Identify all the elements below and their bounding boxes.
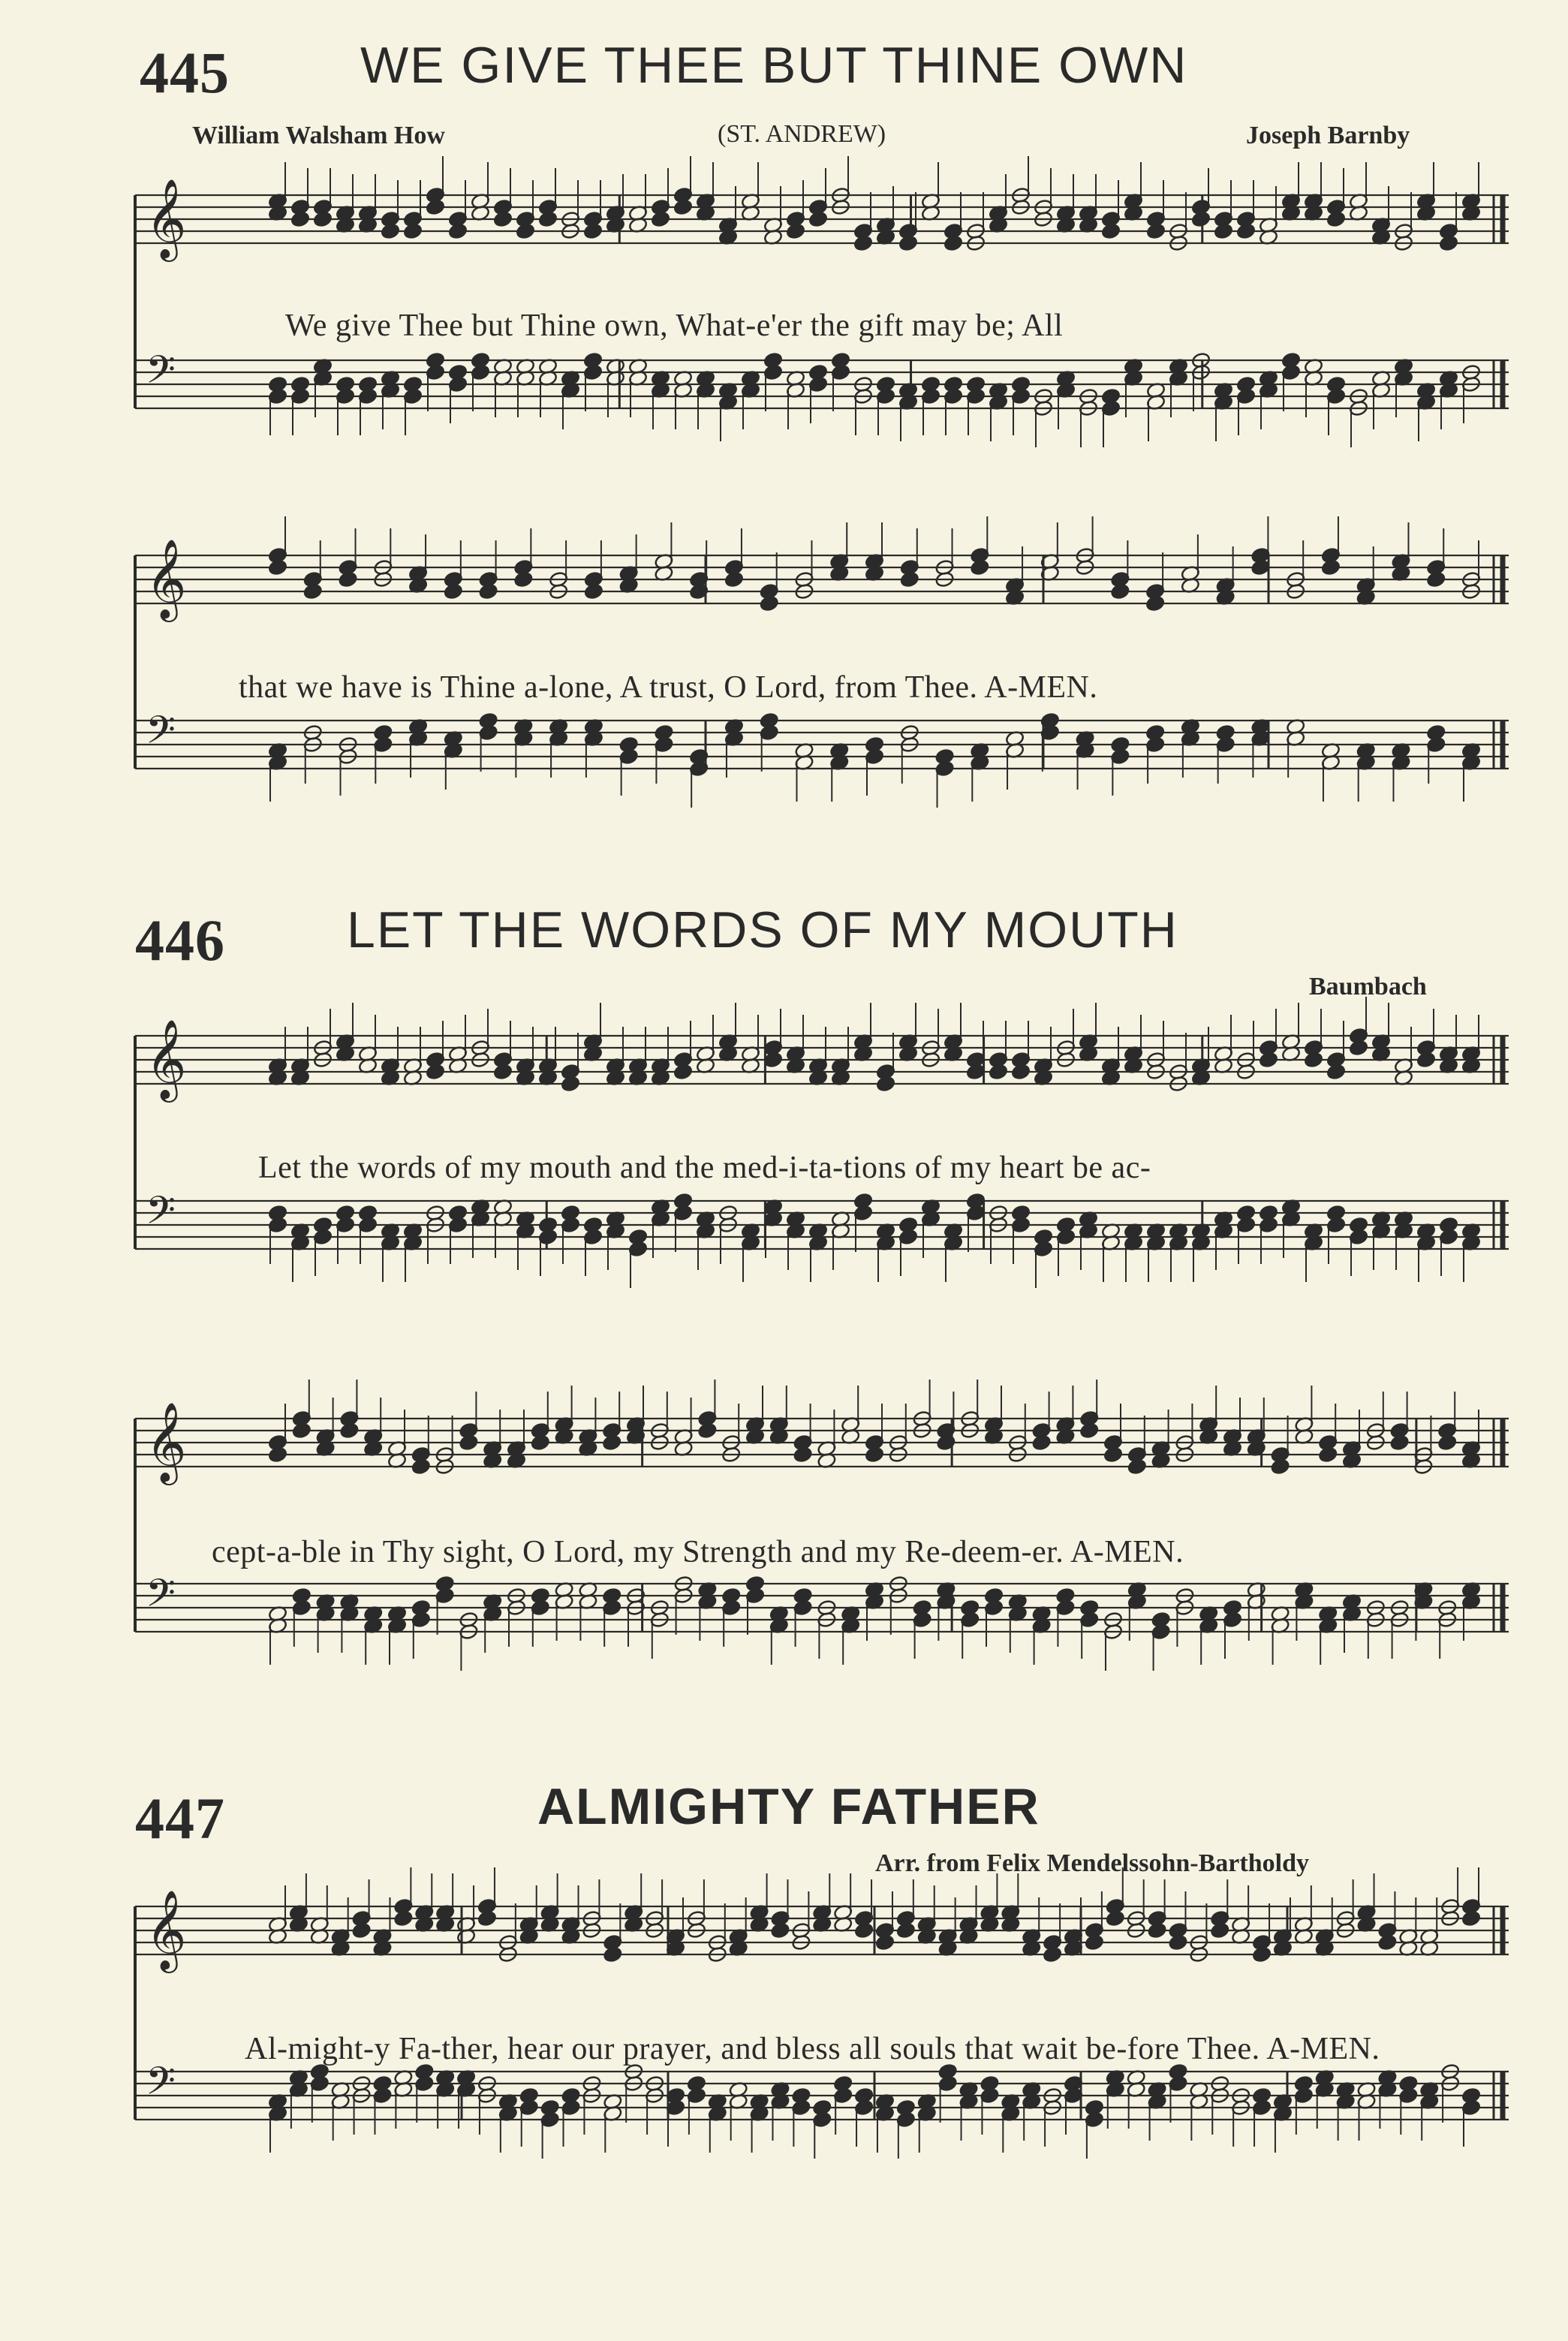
note-head — [1079, 1422, 1099, 1440]
lyric-line: cept-a-ble in Thy sight, O Lord, my Strength and my Re-deem-er. A-MEN. — [212, 1535, 1184, 1569]
note-head — [603, 1946, 622, 1963]
note-head — [793, 1446, 813, 1464]
note-head — [290, 211, 310, 228]
bass-clef: 𝄢 — [146, 2058, 176, 2113]
words-credit: William Walsham How — [192, 122, 445, 149]
note-head — [1416, 1052, 1436, 1069]
note-head — [944, 235, 963, 252]
note-head — [538, 211, 558, 228]
lyric-line: Al-might-y Fa-ther, hear our prayer, and bless all souls that wait be-fore Thee. A-MEN. — [245, 2032, 1380, 2066]
lyric-line: that we have is Thine a-lone, A trust, O Lord, from Thee. A-MEN. — [239, 670, 1098, 705]
bass-clef: 𝄢 — [146, 1187, 176, 1242]
hymn-title: LET THE WORDS OF MY MOUTH — [347, 901, 1178, 958]
note-head — [1426, 571, 1446, 588]
note-head — [1106, 1910, 1125, 1927]
note-head — [477, 1910, 497, 1927]
note-head — [1168, 1934, 1187, 1951]
lyric-line: Let the words of my mouth and the med-i-ta-tions of my heart be ac- — [258, 1151, 1151, 1185]
note-head — [444, 583, 463, 600]
note-head — [970, 559, 989, 576]
hymn-title: WE GIVE THEE BUT THINE OWN — [360, 37, 1188, 94]
note-head — [1032, 1434, 1052, 1452]
music-credit: Baumbach — [1309, 973, 1427, 1000]
note-head — [673, 1064, 693, 1081]
note-head — [459, 1434, 478, 1452]
note-head — [865, 1446, 884, 1464]
note-head — [1437, 1434, 1457, 1452]
bass-clef: 𝄢 — [146, 1570, 176, 1625]
note-head — [853, 235, 873, 252]
treble-clef: 𝄞 — [146, 178, 187, 258]
note-head — [1259, 1052, 1278, 1069]
note-head — [1210, 1922, 1229, 1939]
note-head — [393, 1910, 413, 1927]
note-head — [493, 1064, 513, 1081]
note-head — [876, 1076, 895, 1093]
note-head — [1127, 1458, 1147, 1476]
note-head — [516, 223, 535, 240]
note-head — [352, 1922, 372, 1939]
note-head — [1304, 1052, 1323, 1069]
hymn-number: 447 — [135, 1786, 225, 1851]
note-head — [268, 559, 287, 576]
bass-clef: 𝄢 — [146, 707, 176, 762]
note-head — [381, 223, 400, 240]
note-head — [303, 583, 323, 600]
note-head — [1146, 223, 1166, 240]
note-head — [989, 1064, 1008, 1081]
music-credit: Arr. from Felix Mendelssohn-Bartholdy — [875, 1849, 1309, 1877]
note-head — [651, 211, 670, 228]
hymn-number: 446 — [135, 907, 225, 973]
note-head — [1377, 1934, 1397, 1951]
note-head — [1321, 559, 1341, 576]
note-head — [493, 211, 513, 228]
note-head — [900, 571, 919, 588]
note-head — [1461, 1910, 1481, 1927]
note-head — [898, 235, 918, 252]
note-head — [1318, 1446, 1338, 1464]
treble-clef: 𝄞 — [146, 538, 187, 618]
note-head — [448, 223, 468, 240]
note-head — [403, 223, 423, 240]
note-head — [1043, 1946, 1062, 1963]
note-head — [313, 211, 333, 228]
note-head — [1145, 595, 1165, 612]
note-head — [561, 1076, 580, 1093]
note-head — [875, 1934, 895, 1951]
hymn-title: ALMIGHTY FATHER — [537, 1778, 1040, 1835]
note-head — [1085, 1934, 1104, 1951]
note-head — [411, 1458, 431, 1476]
note-head — [1191, 211, 1211, 228]
note-head — [854, 1922, 874, 1939]
lyric-line: We give Thee but Thine own, What-e'er the gift may be; All — [285, 308, 1064, 343]
treble-clef: 𝄞 — [146, 1401, 187, 1482]
note-head — [583, 223, 603, 240]
note-head — [426, 1064, 445, 1081]
note-head — [1390, 1434, 1410, 1452]
note-head — [673, 199, 693, 216]
note-head — [479, 583, 498, 600]
note-head — [1103, 1446, 1123, 1464]
note-head — [602, 1434, 621, 1452]
note-head — [1271, 1458, 1290, 1476]
treble-clef: 𝄞 — [146, 1019, 187, 1099]
note-head — [760, 595, 779, 612]
note-head — [1214, 223, 1233, 240]
note-head — [1439, 235, 1458, 252]
note-head — [1349, 1040, 1368, 1057]
note-head — [1148, 1922, 1167, 1939]
note-head — [292, 1422, 311, 1440]
bass-clef: 𝄢 — [146, 347, 176, 402]
music-credit: Joseph Barnby — [1246, 122, 1410, 149]
note-head — [697, 1422, 717, 1440]
note-head — [1326, 1064, 1346, 1081]
treble-clef: 𝄞 — [146, 1889, 187, 1969]
note-head — [770, 1922, 790, 1939]
note-head — [531, 1434, 550, 1452]
note-head — [338, 571, 357, 588]
note-head — [268, 1446, 287, 1464]
note-head — [1101, 223, 1121, 240]
hymn-number: 445 — [140, 40, 230, 105]
note-head — [1326, 211, 1346, 228]
note-head — [724, 571, 744, 588]
note-head — [1236, 223, 1256, 240]
note-head — [1252, 1946, 1272, 1963]
note-head — [584, 583, 603, 600]
note-head — [426, 199, 445, 216]
note-head — [513, 571, 533, 588]
note-head — [339, 1422, 359, 1440]
note-head — [808, 211, 828, 228]
tune-name: (ST. ANDREW) — [718, 120, 886, 148]
note-head — [896, 1922, 916, 1939]
note-head — [1110, 583, 1130, 600]
note-head — [786, 223, 805, 240]
note-head — [1011, 1064, 1031, 1081]
